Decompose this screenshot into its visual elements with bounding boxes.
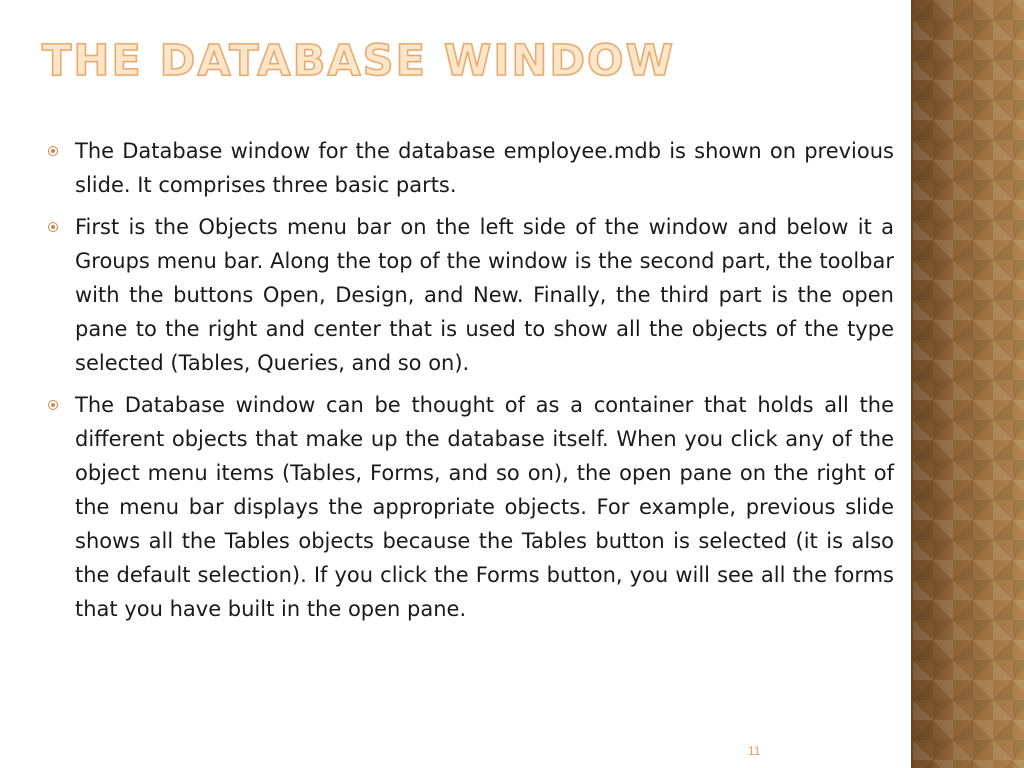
circle-bullet-icon xyxy=(42,210,75,244)
slide-title: THE DATABASE WINDOW xyxy=(42,36,676,86)
bullet-text: The Database window for the database employee.mdb is shown on previous slide. It comprises three basic parts. xyxy=(75,139,894,197)
bullet-item xyxy=(42,388,894,626)
bullet-text: First is the Objects menu bar on the left side of the window and below it a Groups menu bar. Along the top of the window is the second part, the toolbar with the buttons Open, Design, and New. Finally, the third part is the open pane to the right and center that is used to show all the objects of the type selected (Tables, Queries, and so on). xyxy=(75,215,894,375)
page-number: 11 xyxy=(748,744,761,758)
bullet-item xyxy=(42,210,894,380)
decorative-side-panel xyxy=(911,0,1024,768)
bullet-text: The Database window can be thought of as a container that holds all the different objects that make up the database itself. When you click any of the object menu items (Tables, Forms, and so on), the open pane on the right of the menu bar displays the appropriate objects. For example, previous slide shows all the Tables objects because the Tables button is selected (it is also the default selection). If you click the Forms button, you will see all the forms that you have built in the open pane. xyxy=(75,393,894,621)
circle-bullet-icon xyxy=(42,388,75,422)
bullet-item xyxy=(42,134,894,202)
circle-bullet-icon xyxy=(42,134,75,168)
bullet-list xyxy=(42,134,894,634)
